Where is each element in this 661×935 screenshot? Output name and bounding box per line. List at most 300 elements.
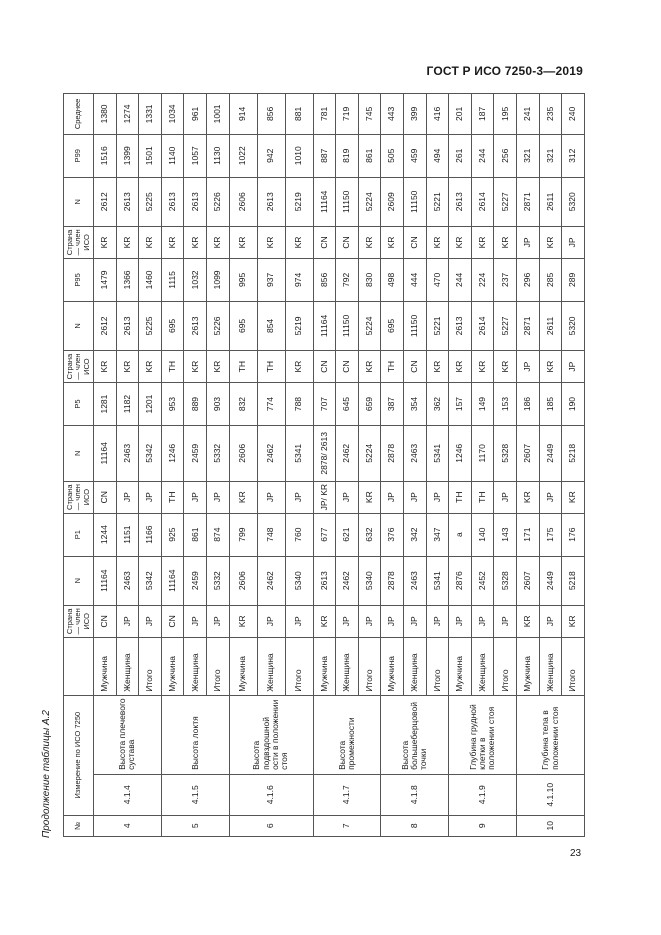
value-cell: JP: [562, 226, 585, 258]
value-cell: 745: [358, 94, 381, 135]
value-cell: 176: [562, 513, 585, 556]
table-row: [517, 94, 540, 837]
value-cell: 2878: [381, 556, 404, 605]
value-cell: 2612: [94, 301, 117, 350]
table-row: [313, 94, 336, 837]
value-cell: 5221: [426, 177, 449, 226]
value-cell: 695: [229, 301, 257, 350]
value-cell: 961: [184, 94, 207, 135]
value-cell: 256: [494, 134, 517, 177]
value-cell: 2449: [539, 425, 562, 481]
value-cell: CN: [403, 226, 426, 258]
value-cell: JP: [426, 481, 449, 513]
value-cell: 861: [358, 134, 381, 177]
value-cell: KR: [94, 351, 117, 383]
value-cell: 2459: [184, 425, 207, 481]
value-cell: JP: [207, 605, 230, 637]
value-cell: 645: [336, 383, 359, 426]
sex-cell: Женщина: [336, 637, 359, 695]
value-cell: KR: [285, 351, 313, 383]
value-cell: KR: [229, 481, 257, 513]
value-cell: 11164: [94, 556, 117, 605]
value-cell: 321: [539, 134, 562, 177]
value-cell: 321: [517, 134, 540, 177]
value-cell: KR: [257, 226, 285, 258]
sex-cell: Женщина: [403, 637, 426, 695]
value-cell: 190: [562, 383, 585, 426]
value-cell: 1010: [285, 134, 313, 177]
table-caption: Продолжение таблицы А.2: [41, 710, 52, 838]
table-row: [229, 94, 257, 837]
value-cell: 1057: [184, 134, 207, 177]
value-cell: 376: [381, 513, 404, 556]
value-cell: 354: [403, 383, 426, 426]
value-cell: 632: [358, 513, 381, 556]
document-code: ГОСТ Р ИСО 7250-3—2019: [426, 64, 583, 78]
value-cell: 2613: [184, 301, 207, 350]
value-cell: 140: [471, 513, 494, 556]
value-cell: KR: [358, 481, 381, 513]
value-cell: 1501: [139, 134, 162, 177]
sex-cell: Женщина: [184, 637, 207, 695]
value-cell: 185: [539, 383, 562, 426]
value-cell: 1331: [139, 94, 162, 135]
value-cell: 854: [257, 301, 285, 350]
value-cell: KR: [229, 605, 257, 637]
value-cell: 889: [184, 383, 207, 426]
value-cell: 171: [517, 513, 540, 556]
column-header: P1: [64, 513, 94, 556]
value-cell: 2614: [471, 301, 494, 350]
value-cell: KR: [471, 226, 494, 258]
value-cell: 5227: [494, 177, 517, 226]
sex-cell: Мужчина: [161, 637, 184, 695]
sex-cell: Мужчина: [517, 637, 540, 695]
value-cell: 2613: [184, 177, 207, 226]
sex-cell: Мужчина: [381, 637, 404, 695]
value-cell: JP: [494, 605, 517, 637]
column-header: Страна — член ИСО: [64, 351, 94, 383]
column-header: [64, 637, 94, 695]
value-cell: KR: [184, 226, 207, 258]
value-cell: KR: [94, 226, 117, 258]
value-cell: CN: [313, 226, 336, 258]
table-row: [449, 94, 472, 837]
value-cell: 11164: [313, 301, 336, 350]
value-cell: a: [449, 513, 472, 556]
row-number: 5: [161, 815, 229, 836]
column-header: Измерение по ИСО 7250: [64, 695, 94, 815]
value-cell: 1246: [161, 425, 184, 481]
value-cell: 2878: [381, 425, 404, 481]
value-cell: KR: [161, 226, 184, 258]
value-cell: JP: [381, 605, 404, 637]
table-row: [94, 94, 117, 837]
sex-cell: Итого: [207, 637, 230, 695]
value-cell: 903: [207, 383, 230, 426]
value-cell: KR: [313, 605, 336, 637]
value-cell: 2614: [471, 177, 494, 226]
column-header: P5: [64, 383, 94, 426]
value-cell: CN: [161, 605, 184, 637]
value-cell: 2878/ 2613: [313, 425, 336, 481]
value-cell: 470: [426, 259, 449, 302]
value-cell: 195: [494, 94, 517, 135]
value-cell: KR: [562, 481, 585, 513]
value-cell: 5320: [562, 177, 585, 226]
value-cell: 1032: [184, 259, 207, 302]
value-cell: KR: [358, 351, 381, 383]
header-row: [64, 94, 94, 837]
anthropometric-table: [63, 93, 585, 837]
value-cell: 1380: [94, 94, 117, 135]
value-cell: KR: [494, 226, 517, 258]
sex-cell: Женщина: [471, 637, 494, 695]
value-cell: KR: [229, 226, 257, 258]
value-cell: 760: [285, 513, 313, 556]
value-cell: 5221: [426, 301, 449, 350]
value-cell: 416: [426, 94, 449, 135]
value-cell: 2463: [403, 425, 426, 481]
value-cell: 443: [381, 94, 404, 135]
row-number: 4: [94, 815, 162, 836]
value-cell: 5332: [207, 425, 230, 481]
value-cell: KR: [116, 226, 139, 258]
value-cell: 186: [517, 383, 540, 426]
value-cell: 819: [336, 134, 359, 177]
value-cell: 2876: [449, 556, 472, 605]
measurement-name: Высота локтя: [161, 695, 229, 774]
sex-cell: Итого: [285, 637, 313, 695]
value-cell: 2606: [229, 177, 257, 226]
value-cell: 925: [161, 513, 184, 556]
value-cell: JP: [139, 605, 162, 637]
value-cell: 2607: [517, 556, 540, 605]
value-cell: 792: [336, 259, 359, 302]
value-cell: JP: [426, 605, 449, 637]
value-cell: 187: [471, 94, 494, 135]
value-cell: 659: [358, 383, 381, 426]
value-cell: CN: [336, 226, 359, 258]
value-cell: 799: [229, 513, 257, 556]
value-cell: TH: [471, 481, 494, 513]
sex-cell: Мужчина: [313, 637, 336, 695]
value-cell: JP: [403, 605, 426, 637]
value-cell: 1274: [116, 94, 139, 135]
column-header: N: [64, 556, 94, 605]
value-cell: 153: [494, 383, 517, 426]
column-header: P95: [64, 259, 94, 302]
value-cell: 1034: [161, 94, 184, 135]
value-cell: 695: [381, 301, 404, 350]
value-cell: 296: [517, 259, 540, 302]
value-cell: KR: [562, 605, 585, 637]
value-cell: KR: [184, 351, 207, 383]
value-cell: 2613: [313, 556, 336, 605]
value-cell: 1001: [207, 94, 230, 135]
value-cell: 11150: [403, 301, 426, 350]
value-cell: KR: [285, 226, 313, 258]
value-cell: KR: [449, 226, 472, 258]
column-header: Страна — член ИСО: [64, 481, 94, 513]
value-cell: 224: [471, 259, 494, 302]
value-cell: 832: [229, 383, 257, 426]
value-cell: 1246: [449, 425, 472, 481]
value-cell: 2449: [539, 556, 562, 605]
measurement-code: 4.1.10: [517, 774, 585, 815]
value-cell: 937: [257, 259, 285, 302]
value-cell: 347: [426, 513, 449, 556]
value-cell: 881: [285, 94, 313, 135]
sex-cell: Итого: [426, 637, 449, 695]
value-cell: JP: [207, 481, 230, 513]
value-cell: 2613: [161, 177, 184, 226]
value-cell: KR: [539, 351, 562, 383]
value-cell: 1182: [116, 383, 139, 426]
value-cell: JP: [517, 351, 540, 383]
value-cell: KR: [207, 226, 230, 258]
value-cell: TH: [381, 351, 404, 383]
value-cell: 5340: [285, 556, 313, 605]
value-cell: 2463: [403, 556, 426, 605]
value-cell: 5328: [494, 556, 517, 605]
value-cell: 974: [285, 259, 313, 302]
value-cell: 2607: [517, 425, 540, 481]
value-cell: 2609: [381, 177, 404, 226]
value-cell: 1115: [161, 259, 184, 302]
value-cell: TH: [449, 481, 472, 513]
value-cell: JP: [358, 605, 381, 637]
sex-cell: Женщина: [116, 637, 139, 695]
measurement-code: 4.1.4: [94, 774, 162, 815]
value-cell: 5227: [494, 301, 517, 350]
value-cell: JP: [257, 481, 285, 513]
row-number: 10: [517, 815, 585, 836]
column-header: Страна — член ИСО: [64, 605, 94, 637]
rotated-table-container: [63, 93, 585, 837]
value-cell: 874: [207, 513, 230, 556]
value-cell: KR: [517, 481, 540, 513]
value-cell: 2871: [517, 177, 540, 226]
sex-cell: Итого: [494, 637, 517, 695]
value-cell: KR: [539, 226, 562, 258]
measurement-name: Высота большеберцовой точки: [381, 695, 449, 774]
value-cell: KR: [139, 226, 162, 258]
value-cell: 11150: [336, 177, 359, 226]
value-cell: CN: [94, 481, 117, 513]
value-cell: 175: [539, 513, 562, 556]
value-cell: 856: [257, 94, 285, 135]
column-header: Среднее: [64, 94, 94, 135]
measurement-name: Глубина грудной клетки в положении стоя: [449, 695, 517, 774]
value-cell: 677: [313, 513, 336, 556]
value-cell: 1399: [116, 134, 139, 177]
value-cell: JP: [471, 605, 494, 637]
value-cell: KR: [207, 351, 230, 383]
value-cell: 1201: [139, 383, 162, 426]
sex-cell: Женщина: [257, 637, 285, 695]
row-number: 7: [313, 815, 381, 836]
value-cell: KR: [494, 351, 517, 383]
value-cell: 914: [229, 94, 257, 135]
column-header: Страна — член ИСО: [64, 226, 94, 258]
value-cell: 1516: [94, 134, 117, 177]
value-cell: 2611: [539, 301, 562, 350]
value-cell: 5341: [285, 425, 313, 481]
row-number: 9: [449, 815, 517, 836]
sex-cell: Итого: [358, 637, 381, 695]
value-cell: 953: [161, 383, 184, 426]
value-cell: 2462: [257, 425, 285, 481]
value-cell: 861: [184, 513, 207, 556]
value-cell: 2463: [116, 556, 139, 605]
page-number: 23: [570, 848, 582, 859]
value-cell: 2462: [336, 425, 359, 481]
value-cell: JP: [285, 605, 313, 637]
sex-cell: Итого: [139, 637, 162, 695]
column-header: N: [64, 177, 94, 226]
value-cell: 399: [403, 94, 426, 135]
measurement-name: Глубина тела в положении стоя: [517, 695, 585, 774]
value-cell: 887: [313, 134, 336, 177]
value-cell: KR: [116, 351, 139, 383]
value-cell: 2613: [116, 177, 139, 226]
value-cell: 5341: [426, 425, 449, 481]
column-header: №: [64, 815, 94, 836]
value-cell: JP: [494, 481, 517, 513]
value-cell: 1130: [207, 134, 230, 177]
value-cell: 2606: [229, 556, 257, 605]
value-cell: JP: [403, 481, 426, 513]
value-cell: 5226: [207, 301, 230, 350]
value-cell: KR: [449, 351, 472, 383]
value-cell: 1244: [94, 513, 117, 556]
value-cell: JP: [116, 605, 139, 637]
row-number: 6: [229, 815, 313, 836]
value-cell: JP: [336, 481, 359, 513]
value-cell: JP: [336, 605, 359, 637]
value-cell: JP: [539, 481, 562, 513]
value-cell: JP: [517, 226, 540, 258]
value-cell: 1099: [207, 259, 230, 302]
sex-cell: Итого: [562, 637, 585, 695]
value-cell: 2462: [336, 556, 359, 605]
value-cell: 11164: [161, 556, 184, 605]
sex-cell: Мужчина: [94, 637, 117, 695]
value-cell: 5225: [139, 177, 162, 226]
value-cell: 5341: [426, 556, 449, 605]
value-cell: 1166: [139, 513, 162, 556]
value-cell: 1366: [116, 259, 139, 302]
value-cell: JP: [257, 605, 285, 637]
value-cell: JP: [381, 481, 404, 513]
value-cell: 2459: [184, 556, 207, 605]
value-cell: CN: [313, 351, 336, 383]
value-cell: 5219: [285, 177, 313, 226]
value-cell: 494: [426, 134, 449, 177]
value-cell: 5219: [285, 301, 313, 350]
value-cell: 781: [313, 94, 336, 135]
value-cell: 157: [449, 383, 472, 426]
value-cell: 5218: [562, 425, 585, 481]
value-cell: 5224: [358, 425, 381, 481]
value-cell: JP: [184, 481, 207, 513]
value-cell: KR: [358, 226, 381, 258]
value-cell: 707: [313, 383, 336, 426]
value-cell: 774: [257, 383, 285, 426]
value-cell: CN: [336, 351, 359, 383]
value-cell: 5224: [358, 301, 381, 350]
value-cell: 11164: [313, 177, 336, 226]
measurement-name: Высота плечевого сустава: [94, 695, 162, 774]
value-cell: 244: [449, 259, 472, 302]
value-cell: 1479: [94, 259, 117, 302]
value-cell: 342: [403, 513, 426, 556]
table-row: [161, 94, 184, 837]
value-cell: 5226: [207, 177, 230, 226]
value-cell: TH: [161, 351, 184, 383]
value-cell: 2613: [116, 301, 139, 350]
value-cell: 11150: [336, 301, 359, 350]
value-cell: 11150: [403, 177, 426, 226]
sex-cell: Мужчина: [449, 637, 472, 695]
value-cell: KR: [517, 605, 540, 637]
sex-cell: Женщина: [539, 637, 562, 695]
measurement-name: Высота подвздошной ости в положении стоя: [229, 695, 313, 774]
value-cell: TH: [161, 481, 184, 513]
value-cell: 2452: [471, 556, 494, 605]
value-cell: 621: [336, 513, 359, 556]
value-cell: 942: [257, 134, 285, 177]
value-cell: 444: [403, 259, 426, 302]
measurement-code: 4.1.5: [161, 774, 229, 815]
table-header: [64, 94, 94, 837]
value-cell: 1281: [94, 383, 117, 426]
value-cell: 695: [161, 301, 184, 350]
value-cell: KR: [471, 351, 494, 383]
value-cell: 2613: [449, 301, 472, 350]
value-cell: 5218: [562, 556, 585, 605]
column-header: N: [64, 425, 94, 481]
value-cell: 5340: [358, 556, 381, 605]
value-cell: 143: [494, 513, 517, 556]
value-cell: 5224: [358, 177, 381, 226]
value-cell: 387: [381, 383, 404, 426]
value-cell: KR: [139, 351, 162, 383]
value-cell: KR: [426, 351, 449, 383]
value-cell: JP: [539, 605, 562, 637]
value-cell: 2606: [229, 425, 257, 481]
measurement-code: 4.1.6: [229, 774, 313, 815]
value-cell: 5320: [562, 301, 585, 350]
value-cell: JP: [116, 481, 139, 513]
value-cell: 5342: [139, 425, 162, 481]
value-cell: 1022: [229, 134, 257, 177]
value-cell: 748: [257, 513, 285, 556]
value-cell: 856: [313, 259, 336, 302]
value-cell: TH: [229, 351, 257, 383]
measurement-code: 4.1.8: [381, 774, 449, 815]
table-body: [94, 94, 585, 837]
value-cell: 11164: [94, 425, 117, 481]
table-row: [381, 94, 404, 837]
value-cell: 362: [426, 383, 449, 426]
measurement-code: 4.1.7: [313, 774, 381, 815]
value-cell: 830: [358, 259, 381, 302]
value-cell: 1140: [161, 134, 184, 177]
value-cell: 240: [562, 94, 585, 135]
value-cell: 5225: [139, 301, 162, 350]
